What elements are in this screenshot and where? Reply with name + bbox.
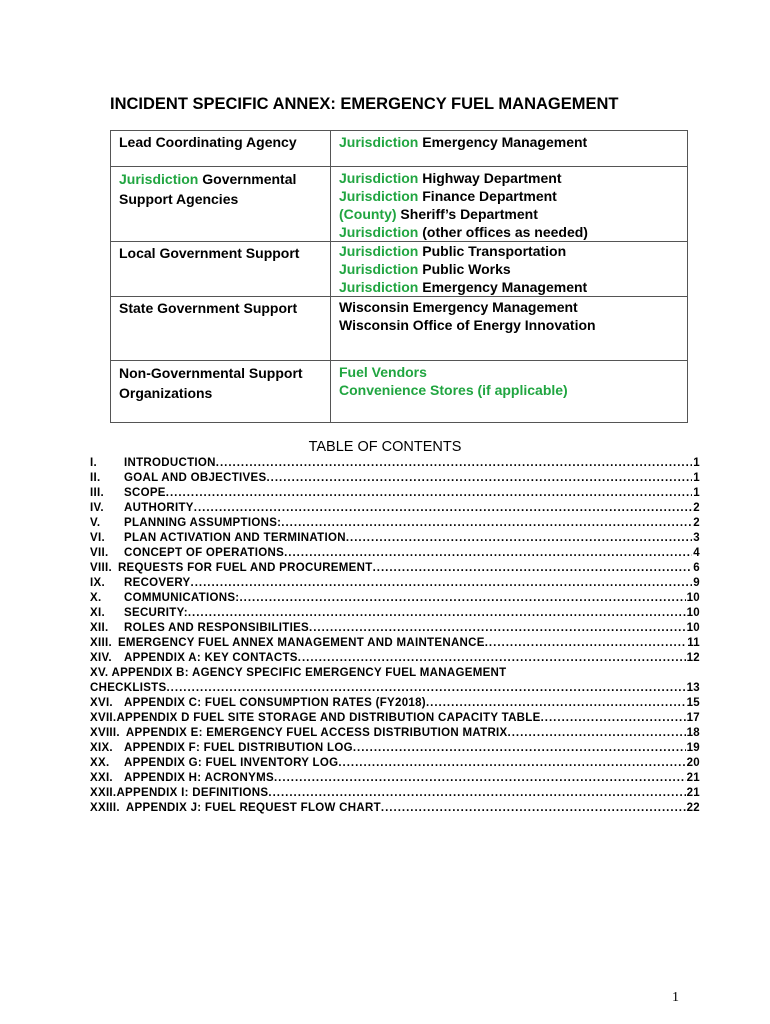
toc-leader — [194, 501, 693, 516]
gov-support-values — [331, 167, 688, 242]
toc-entry-page: 6 — [693, 562, 700, 574]
local-support-values — [331, 242, 688, 297]
toc-entry-page: 1 — [693, 487, 700, 499]
toc-entry-page: 15 — [686, 697, 700, 709]
toc-entry-number: XXIII. — [90, 802, 120, 814]
toc-entry[interactable] — [90, 726, 700, 741]
toc-entry-page: 21 — [686, 772, 700, 784]
toc-entry[interactable] — [90, 486, 700, 501]
toc-entry-text: CONCEPT OF OPERATIONS — [124, 547, 285, 559]
list-item: Wisconsin Emergency Management — [339, 299, 578, 315]
toc-entry-text: PLAN ACTIVATION AND TERMINATION — [124, 532, 346, 544]
toc-leader — [284, 546, 692, 561]
toc-entry-page: 13 — [686, 682, 700, 694]
toc-entry-text: APPENDIX F: FUEL DISTRIBUTION LOG — [124, 742, 353, 754]
toc-entry-text: APPENDIX I: DEFINITIONS — [116, 787, 269, 799]
toc-entry-page: 10 — [686, 592, 700, 604]
toc-entry[interactable] — [90, 696, 700, 711]
table-row — [111, 297, 688, 361]
toc-leader — [338, 756, 685, 771]
toc-entry[interactable] — [90, 786, 700, 801]
toc-entry-number: XVIII. — [90, 727, 120, 739]
toc-entry[interactable] — [90, 801, 700, 816]
page-title: INCIDENT SPECIFIC ANNEX: EMERGENCY FUEL MANAGEMENT — [110, 95, 619, 113]
list-item: Jurisdiction Highway Department — [339, 170, 562, 186]
toc-entry-number: XIX. — [90, 742, 113, 754]
toc-leader — [216, 456, 693, 471]
toc-leader — [281, 516, 692, 531]
list-item: Jurisdiction Public Transportation — [339, 243, 567, 259]
toc-leader — [268, 786, 685, 801]
toc-leader — [541, 711, 686, 726]
toc-entry-number: XX. — [90, 757, 110, 769]
toc-entry[interactable] — [90, 516, 700, 531]
table-row — [111, 242, 688, 297]
toc-entry-page: 11 — [687, 637, 700, 649]
toc-entry[interactable] — [90, 546, 700, 561]
state-support-label: State Government Support — [111, 297, 331, 361]
toc-leader — [274, 771, 686, 786]
toc-leader — [188, 606, 686, 621]
toc-entry-text: AUTHORITY — [124, 502, 194, 514]
toc-entry[interactable] — [90, 651, 700, 666]
toc-entry-number: XII. — [90, 622, 109, 634]
toc-entry-page: 18 — [686, 727, 700, 739]
toc-entry-text: REQUESTS FOR FUEL AND PROCUREMENT — [117, 562, 373, 574]
list-item: Jurisdiction Finance Department — [339, 188, 557, 204]
toc-entry[interactable] — [90, 621, 700, 636]
toc-entry-text: APPENDIX J: FUEL REQUEST FLOW CHART — [125, 802, 381, 814]
toc-heading: TABLE OF CONTENTS — [308, 439, 462, 455]
toc-entry-page: 1 — [693, 457, 700, 469]
toc-entry-page: 3 — [693, 532, 700, 544]
toc-entry-number: IX. — [90, 577, 105, 589]
toc-leader — [166, 486, 693, 501]
toc-entry-text: APPENDIX A: KEY CONTACTS — [124, 652, 298, 664]
toc-entry-text: CHECKLISTS — [90, 682, 167, 694]
toc-entry-page: 2 — [693, 517, 700, 529]
list-item: Jurisdiction (other offices as needed) — [339, 224, 588, 240]
toc-leader — [373, 561, 693, 576]
toc-entry-text: ROLES AND RESPONSIBILITIES — [124, 622, 310, 634]
toc-entry-line[interactable] — [90, 666, 700, 681]
state-support-values — [331, 297, 688, 361]
ngo-support-values — [331, 361, 688, 423]
local-support-label: Local Government Support — [111, 242, 331, 297]
lead-agency-value: Jurisdiction Emergency Management — [331, 131, 688, 167]
toc-entry-text: COMMUNICATIONS: — [124, 592, 240, 604]
toc-leader — [166, 681, 685, 696]
toc-entry-page: 10 — [686, 622, 700, 634]
toc-entry-text: EMERGENCY FUEL ANNEX MANAGEMENT AND MAINTENANCE — [117, 637, 485, 649]
toc-entry[interactable] — [90, 681, 700, 696]
toc-entry[interactable] — [90, 711, 700, 726]
toc-entry-text: APPENDIX B: AGENCY SPECIFIC EMERGENCY FUEL MANAGEMENT — [111, 667, 507, 679]
toc-leader — [239, 591, 685, 606]
toc-leader — [266, 471, 692, 486]
toc-entry[interactable] — [90, 741, 700, 756]
list-item: Jurisdiction Public Works — [339, 261, 511, 277]
toc-entry-text: APPENDIX H: ACRONYMS — [124, 772, 274, 784]
toc-entry-page: 1 — [693, 472, 700, 484]
toc-entry-text: APPENDIX E: EMERGENCY FUEL ACCESS DISTRIBUTION MATRIX — [125, 727, 508, 739]
ngo-support-label: Non-Governmental Support Organizations — [111, 361, 331, 423]
toc-leader — [508, 726, 686, 741]
toc-entry-text: SCOPE — [124, 487, 166, 499]
toc-entry-number: V. — [90, 517, 101, 529]
toc-entry[interactable] — [90, 501, 700, 516]
toc-entry-number: IV. — [90, 502, 104, 514]
toc-leader — [309, 621, 686, 636]
toc-entry-number: XVII. — [90, 712, 117, 724]
list-item: (County) Sheriff’s Department — [339, 206, 538, 222]
toc-entry[interactable] — [90, 561, 700, 576]
table-row — [111, 167, 688, 242]
toc-entry-number: I. — [90, 457, 97, 469]
toc-entry-number: XXII. — [90, 787, 117, 799]
toc-entry-number: XXI. — [90, 772, 113, 784]
toc-entry-text: APPENDIX D FUEL SITE STORAGE AND DISTRIBUTION CAPACITY TABLE — [116, 712, 541, 724]
toc-entry-text: APPENDIX C: FUEL CONSUMPTION RATES (FY2018) — [124, 697, 426, 709]
toc-entry-page: 12 — [686, 652, 700, 664]
toc-entry-number: VI. — [90, 532, 105, 544]
toc-entry-text: PLANNING ASSUMPTIONS: — [124, 517, 282, 529]
toc-entry[interactable] — [90, 636, 700, 651]
toc-entry-page: 10 — [686, 607, 700, 619]
toc-entry[interactable] — [90, 591, 700, 606]
toc-entry[interactable] — [90, 756, 700, 771]
toc-entry-number: XI. — [90, 607, 105, 619]
toc-entry[interactable] — [90, 456, 700, 471]
toc-entry-text: RECOVERY — [124, 577, 191, 589]
toc-leader — [426, 696, 686, 711]
lead-agency-label: Lead Coordinating Agency — [111, 131, 331, 167]
table-row — [111, 361, 688, 423]
toc-entry[interactable] — [90, 576, 700, 591]
toc-leader — [191, 576, 693, 591]
agency-table — [110, 130, 688, 423]
list-item: Convenience Stores (if applicable) — [339, 382, 568, 398]
toc-entry-number: XIII. — [90, 637, 112, 649]
toc-entry-page: 17 — [686, 712, 700, 724]
table-of-contents — [90, 456, 700, 816]
toc-entry-number: III. — [90, 487, 104, 499]
toc-entry-number: VII. — [90, 547, 109, 559]
toc-entry-text: SECURITY: — [124, 607, 188, 619]
list-item: Wisconsin Office of Energy Innovation — [339, 317, 596, 333]
toc-entry-number: VIII. — [90, 562, 112, 574]
toc-entry-number: XIV. — [90, 652, 112, 664]
toc-leader — [485, 636, 687, 651]
table-row — [111, 131, 688, 167]
toc-leader — [353, 741, 686, 756]
page-number: 1 — [672, 990, 679, 1005]
toc-entry-number: II. — [90, 472, 101, 484]
toc-entry-number: XV. — [90, 667, 109, 679]
toc-entry-page: 2 — [693, 502, 700, 514]
toc-leader — [298, 651, 686, 666]
toc-entry-text: GOAL AND OBJECTIVES — [124, 472, 267, 484]
toc-leader — [381, 801, 686, 816]
toc-entry-page: 19 — [686, 742, 700, 754]
toc-entry-page: 20 — [686, 757, 700, 769]
toc-entry-number: X. — [90, 592, 102, 604]
toc-entry-page: 21 — [686, 787, 700, 799]
gov-support-label: Jurisdiction Governmental Support Agencies — [111, 167, 331, 242]
toc-entry[interactable] — [90, 471, 700, 486]
toc-entry-page: 9 — [693, 577, 700, 589]
list-item: Jurisdiction Emergency Management — [339, 279, 588, 295]
toc-entry-page: 22 — [686, 802, 700, 814]
toc-entry[interactable] — [90, 531, 700, 546]
toc-entry-number: XVI. — [90, 697, 113, 709]
toc-entry[interactable] — [90, 771, 700, 786]
toc-leader — [346, 531, 692, 546]
toc-entry[interactable] — [90, 606, 700, 621]
toc-entry-text: APPENDIX G: FUEL INVENTORY LOG — [124, 757, 339, 769]
toc-entry-page: 4 — [693, 547, 700, 559]
list-item: Fuel Vendors — [339, 364, 427, 380]
toc-entry-text: INTRODUCTION — [124, 457, 216, 469]
